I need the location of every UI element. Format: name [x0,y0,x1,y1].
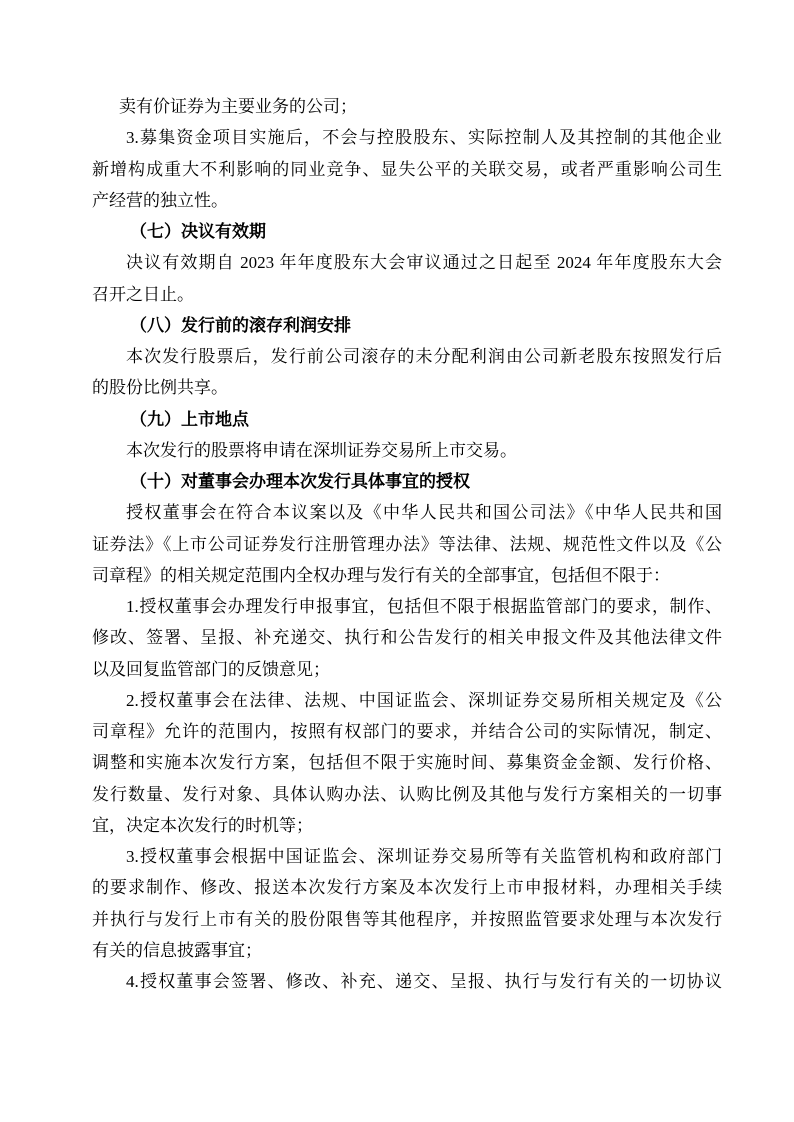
text-line: 修改、签署、呈报、补充递交、执行和公告发行的相关申报文件及其他法律文件 [92,628,722,648]
text-line: 新增构成重大不利影响的同业竞争、显失公平的关联交易，或者严重影响公司生 [92,159,722,179]
text-line: 的股份比例共享。 [92,378,228,398]
text-line: 4.授权董事会签署、修改、补充、递交、呈报、执行与发行有关的一切协议 [126,972,722,991]
text-line: 有关的信息披露事宜； [92,940,262,960]
text-line: 以及回复监管部门的反馈意见； [92,659,330,679]
text-line: 证券法》《上市公司证券发行注册管理办法》等法律、法规、规范性文件以及《公 [92,534,722,554]
text-line: 3.募集资金项目实施后，不会与控股股东、实际控制人及其控制的其他企业 [126,128,722,148]
text-line: 调整和实施本次发行方案，包括但不限于实施时间、募集资金金额、发行价格、 [92,753,722,773]
page-body [92,91,722,997]
text-line: 决议有效期自 2023 年年度股东大会审议通过之日起至 2024 年年度股东大会 [126,253,722,273]
text-line: 发行数量、发行对象、具体认购办法、认购比例及其他与发行方案相关的一切事 [92,784,722,804]
text-line: 1.授权董事会办理发行申报事宜，包括但不限于根据监管部门的要求，制作、 [126,597,722,616]
text-line: 召开之日止。 [92,284,194,304]
text-line: 卖有价证券为主要业务的公司； [119,97,357,116]
text-line: 宜，决定本次发行的时机等； [92,815,313,835]
text-line: 3.授权董事会根据中国证监会、深圳证券交易所等有关监管机构和政府部门 [126,847,722,866]
text-line: 授权董事会在符合本议案以及《中华人民共和国公司法》《中华人民共和国 [126,503,722,523]
text-line: 司章程》的相关规定范围内全权办理与发行有关的全部事宜，包括但不限于： [92,565,670,585]
text-line: 2.授权董事会在法律、法规、中国证监会、深圳证券交易所相关规定及《公 [126,690,722,710]
section-heading: （十）对董事会办理本次发行具体事宜的授权 [130,472,470,491]
text-line: 产经营的独立性。 [92,190,228,210]
text-line: 的要求制作、修改、报送本次发行方案及本次发行上市申报材料，办理相关手续 [92,878,722,898]
text-line: 司章程》允许的范围内，按照有权部门的要求，并结合公司的实际情况，制定、 [92,722,722,741]
section-heading: （七）决议有效期 [130,222,266,241]
text-line: 本次发行的股票将申请在深圳证券交易所上市交易。 [126,440,517,460]
text-line: 并执行与发行上市有关的股份限售等其他程序，并按照监管要求处理与本次发行 [92,909,722,929]
section-heading: （九）上市地点 [130,409,249,429]
section-heading: （八）发行前的滚存利润安排 [130,315,351,335]
text-line: 本次发行股票后，发行前公司滚存的未分配利润由公司新老股东按照发行后 [126,347,722,366]
